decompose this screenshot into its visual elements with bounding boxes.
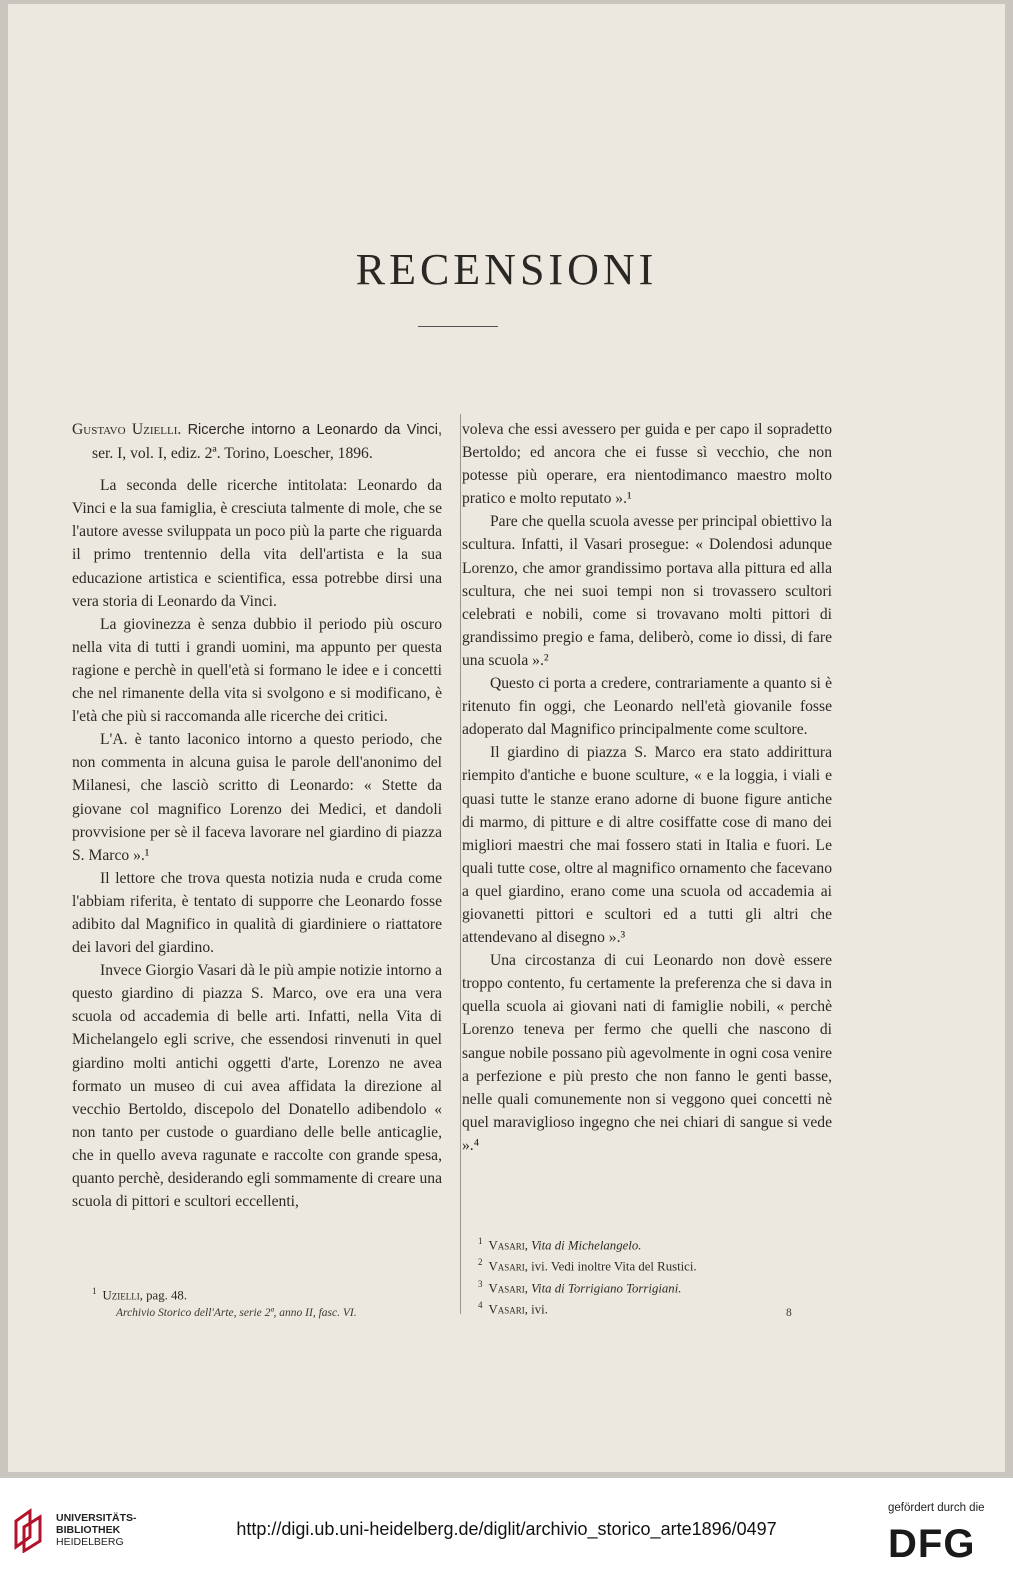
page-number: 8 xyxy=(786,1307,792,1319)
footnote-text: ivi. Vedi inoltre Vita del Rustici. xyxy=(531,1259,697,1274)
paragraph: Pare che quella scuola avesse per principal obiettivo la scultura. Infatti, il Vasari prosegue: « Dolendosi adunque Lorenzo, che amor grandissimo portava alla pittura ed alla scultura, che nei suoi tempi non si trovassero scultori celebrati e nobili, come si trovavano molti pittori di grandissimo pregio e fama, deliberò, come io dissi, di fare una scuola ».² xyxy=(462,513,832,669)
footnote-text: Vita di Torrigiano Torrigiani. xyxy=(531,1280,682,1295)
footnote-text: ivi. xyxy=(531,1302,548,1317)
permalink-url[interactable]: http://digi.ub.uni-heidelberg.de/diglit/archivio_storico_arte1896/0497 xyxy=(236,1519,777,1539)
footnote xyxy=(478,1254,697,1275)
right-column xyxy=(462,418,832,1157)
dfg-logo: DFG xyxy=(888,1522,976,1566)
left-footnotes xyxy=(92,1283,187,1304)
footnote-text: Vita di Michelangelo. xyxy=(531,1238,642,1253)
footnote-number: 4 xyxy=(478,1299,483,1310)
footnote-number: 1 xyxy=(92,1286,97,1296)
review-header xyxy=(72,418,442,465)
footnote-author: Vasari, xyxy=(488,1238,528,1253)
paragraph: Una circostanza di cui Leonardo non dovè essere troppo contento, fu certamente la preferenza che si dava in quella scuola ai giovani nati di famiglie nobili, « perchè Lorenzo teneva per fermo che quelli che nascono di sangue nobile possano più agevolmente in ogni cosa venire a perfezione e più presto che non fanno le genti basse, nelle quali comunemente non si veggono quei concetti nè quel maraviglioso ingegno che nei chiari di sangue si vede ».⁴ xyxy=(462,952,832,1154)
page-title: RECENSIONI xyxy=(355,245,658,294)
review-author: Gustavo Uzielli. xyxy=(72,421,182,438)
footnote-author: Vasari, xyxy=(488,1280,528,1295)
footnote-author: Uzielli, xyxy=(102,1288,143,1303)
running-footer: Archivio Storico dell'Arte, serie 2ª, anno II, fasc. VI. xyxy=(116,1307,357,1319)
funding-caption: gefördert durch die xyxy=(888,1502,985,1514)
footnote-author: Vasari, xyxy=(488,1259,528,1274)
footnote-number: 2 xyxy=(478,1257,483,1268)
title-divider xyxy=(418,326,498,327)
library-name-line: HEIDELBERG xyxy=(56,1536,124,1548)
footnote xyxy=(92,1283,187,1304)
footnote xyxy=(478,1276,697,1297)
paragraph: L'A. è tanto laconico intorno a questo periodo, che non commenta in alcuna guisa le parole dell'anonimo del Milanesi, che lasciò scritto di Leonardo: « Stette da giovane col magnifico Lorenzo dei Medici, et dandoli provvisione per sè il faceva lavorare nel giardino di piazza S. Marco ».¹ xyxy=(72,731,442,864)
paragraph: La seconda delle ricerche intitolata: Leonardo da Vinci e la sua famiglia, è cresciuta talmente di mole, che se l'autore avesse sviluppata un poco più la parte che riguarda il primo trentennio della vita dell'artista e la sua educazione artistica e scientifica, essa potrebbe dirsi una vera storia di Leonardo da Vinci. xyxy=(72,477,442,610)
review-title: Ricerche intorno a Leonardo da Vinci, xyxy=(187,422,442,438)
paragraph: Invece Giorgio Vasari dà le più ampie notizie intorno a questo giardino di piazza S. Marco, ove era una vera scuola od accademia di belle arti. Infatti, nella Vita di Michelangelo egli scrive, che essendosi rinvenuti in quel giardino molti antichi oggetti d'arte, Lorenzo ne avea formato un museo di cui avea affidata la direzione al vecchio Bertoldo, discepolo del Donatello adibendolo « non tanto per custode o guardiano delle belle anticaglie, che in quello aveva ragunate e raccolte con grande spesa, quanto perchè, desiderando egli sommamente di creare una scuola di pittori e scultori eccellenti, xyxy=(72,962,442,1211)
footnote xyxy=(478,1233,697,1254)
footnote-number: 1 xyxy=(478,1236,483,1246)
library-name-line: UNIVERSITÄTS- xyxy=(56,1512,137,1524)
right-footnotes xyxy=(478,1233,697,1318)
library-name-line: BIBLIOTHEK xyxy=(56,1524,121,1536)
footnote xyxy=(478,1297,697,1318)
paragraph: Il lettore che trova questa notizia nuda e cruda come l'abbiam riferita, è tentato di supporre che Leonardo fosse adibito dal Magnifico in qualità di giardiniere o riattatore dei lavori del giardino. xyxy=(72,869,442,957)
footnote-number: 3 xyxy=(478,1278,483,1289)
paragraph: voleva che essi avessero per guida e per capo il sopradetto Bertoldo; ed ancora che ei fusse sì vecchio, che non potesse più operare, era nientodimanco maestro molto pratico e molto reputato ».¹ xyxy=(462,421,832,508)
column-divider xyxy=(460,414,461,1314)
footnote-text: pag. 48. xyxy=(146,1288,188,1303)
paragraph: Questo ci porta a credere, contrariamente a quanto si è ritenuto fin oggi, che Leonardo nell'età giovanile fosse adoperato dal Magnifico principalmente come scultore. xyxy=(462,675,832,739)
paragraph: Il giardino di piazza S. Marco era stato addirittura riempito d'antiche e buone sculture, « e la loggia, i viali e quasi tutte le stanze erano adorne di buone figure antiche di marmo, di pitture e di altre cosiffatte cose di mano dei migliori maestri che mai fossero stati in Italia e fuori. Le quali tutte cose, oltre al magnifico ornamento che facevano a quel giardino, erano come una scuola od accademia ai giovanetti pittori e scultori ed a tutti gli altri che attendevano al disegno ».³ xyxy=(462,744,832,947)
paragraph: La giovinezza è senza dubbio il periodo più oscuro nella vita di tutti i grandi uomini, ma appunto per questa ragione e perchè in quell'età si formano le idee e i concetti che nel rimanente della vita si svolgono e si modificano, è l'età che più si raccomanda alle ricerche dei critici. xyxy=(72,615,442,726)
left-column xyxy=(72,418,442,1213)
footnote-author: Vasari, xyxy=(488,1302,528,1317)
review-details: ser. I, vol. I, ediz. 2ª. Torino, Loescher, 1896. xyxy=(92,445,373,463)
